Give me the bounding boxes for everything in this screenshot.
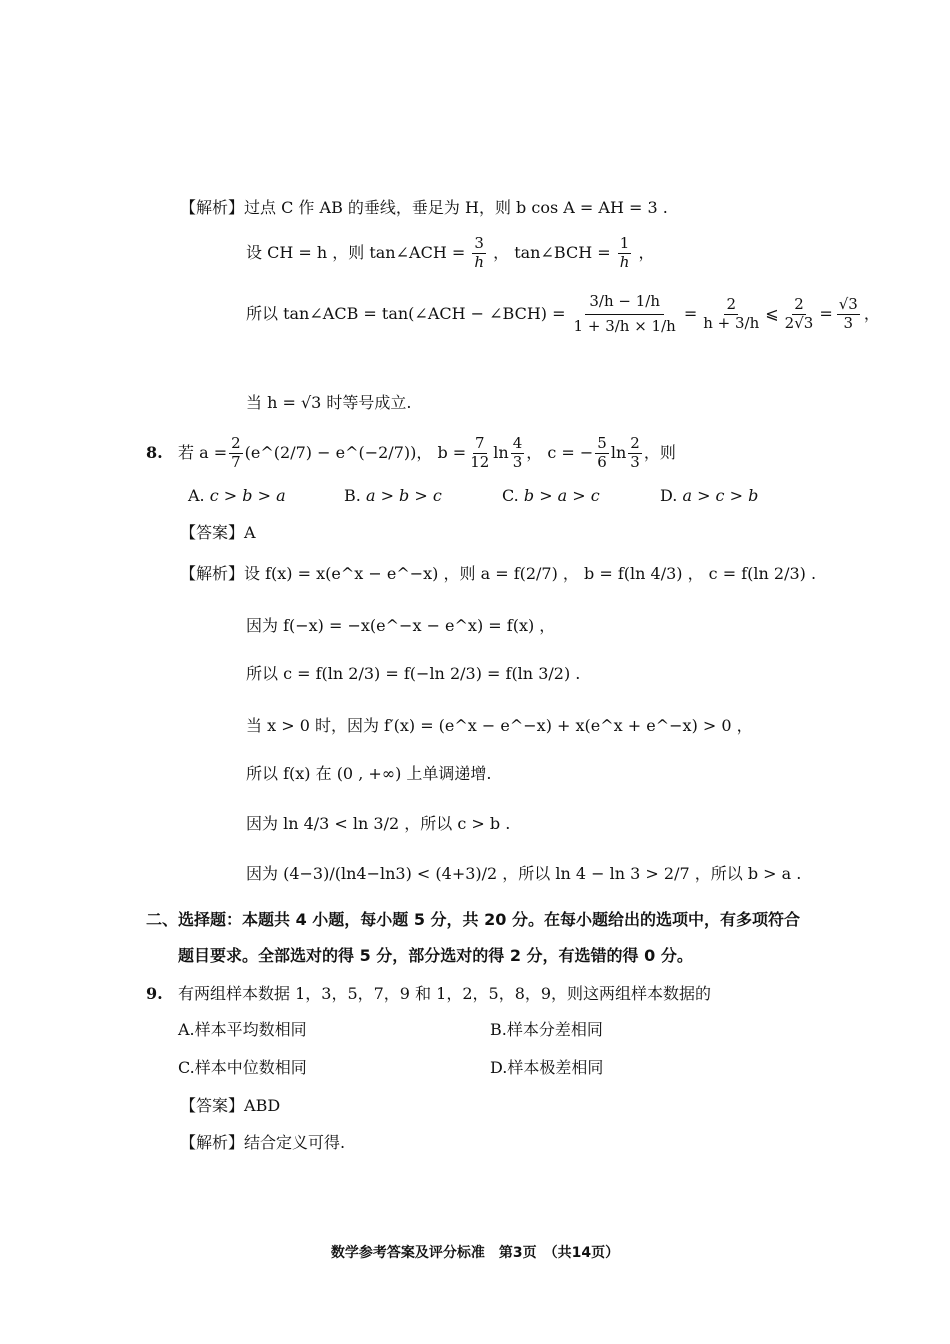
q8-analysis-1 — [180, 566, 816, 582]
q9-option-a — [178, 1022, 307, 1038]
q8-analysis-4: 当 x > 0 时，因为 f′(x) = (e^x − e^−x) + x(e^x + e^−x) > 0 ， — [246, 716, 753, 735]
q8-analysis-2: 因为 f(−x) = −x(e^−x − e^x) = f(x) ， — [246, 616, 556, 635]
frac-num: 2 — [726, 295, 737, 313]
option-text: 样本中位数相同 — [194, 1058, 307, 1077]
analysis-tag: 【解析】 — [180, 1133, 245, 1152]
frac-den: h — [474, 252, 485, 271]
frac-num: 2 — [231, 434, 241, 452]
q7-frac-2-over-sum — [701, 297, 761, 332]
page-footer: 数学参考答案及评分标准 第3页 （共14页） — [330, 1245, 620, 1261]
q7-line3-prefix: 所以 tan∠ACB = tan(∠ACH − ∠BCH) = — [246, 304, 566, 324]
q7-line3-end: ， — [863, 304, 880, 324]
frac-num: √3 — [838, 295, 858, 313]
q7-line2-end: ， — [638, 242, 655, 262]
option-label: A. — [178, 1020, 195, 1039]
frac-num: 7 — [474, 434, 485, 452]
q7-analysis-tag: 【解析】 — [180, 198, 245, 217]
option-label: B. — [344, 486, 361, 505]
q9-option-b — [490, 1022, 603, 1038]
q8-a-expr: (e^(2/7) − e^(−2/7)) — [244, 443, 417, 463]
q8-a-label: 若 a = — [178, 443, 228, 463]
frac-den: h + 3/h — [703, 313, 760, 332]
q8-analysis-3: 所以 c = f(ln 2/3) = f(−ln 2/3) = f(ln 3/2) . — [246, 664, 581, 683]
analysis-text: 设 f(x) = x(e^x − e^−x) ，则 a = f(2/7) ， b = f(ln 4/3) ， c = f(ln 2/3) . — [244, 564, 817, 583]
q8-option-c — [502, 488, 600, 504]
option-text: a > c > b — [682, 486, 759, 505]
q8-c-ln: ln — [610, 443, 627, 463]
option-label: C. — [502, 486, 519, 505]
frac-den: 12 — [470, 452, 490, 471]
frac-den: 2√3 — [784, 313, 814, 332]
q7-le: ⩽ — [765, 304, 779, 324]
q7-analysis-line2 — [246, 236, 655, 271]
analysis-text: 结合定义可得. — [244, 1133, 346, 1152]
q8-analysis-5: 所以 f(x) 在 (0 , +∞) 上单调递增. — [246, 764, 492, 783]
q9-analysis — [180, 1135, 345, 1151]
frac-num: 3/h − 1/h — [585, 292, 664, 315]
option-text: 样本极差相同 — [507, 1058, 604, 1077]
option-label: C. — [178, 1058, 195, 1077]
answer-value: ABD — [244, 1096, 281, 1115]
q8-stem-end: ，则 — [643, 443, 676, 463]
q8-b-ln: ln — [493, 443, 509, 463]
q9-option-c — [178, 1060, 307, 1076]
option-text: b > a > c — [523, 486, 600, 505]
q7-eq: = — [819, 304, 833, 324]
q8-answer — [180, 525, 256, 541]
analysis-tag: 【解析】 — [180, 564, 245, 583]
frac-den: 7 — [231, 452, 241, 471]
q7-analysis-line1 — [180, 200, 668, 216]
q9-option-d — [490, 1060, 603, 1076]
q7-analysis-line3 — [246, 292, 880, 337]
frac-den: 3 — [843, 313, 854, 332]
answer-tag: 【答案】 — [180, 1096, 245, 1115]
frac-den: 1 + 3/h × 1/h — [573, 316, 676, 335]
q9-answer — [180, 1098, 280, 1114]
frac-num: 1 — [619, 234, 630, 252]
q9-stem — [146, 986, 711, 1002]
q8-option-b — [344, 488, 442, 504]
q8-stem — [146, 436, 676, 471]
q7-analysis-text1: 过点 C 作 AB 的垂线，垂足为 H，则 b cos A = AH = 3 . — [244, 198, 668, 217]
option-label: D. — [490, 1058, 508, 1077]
q8-option-d — [660, 488, 758, 504]
option-label: B. — [490, 1020, 507, 1039]
q9-number: 9. — [146, 984, 163, 1003]
answer-tag: 【答案】 — [180, 523, 245, 542]
q7-analysis-line4: 当 h = √3 时等号成立. — [246, 393, 412, 412]
frac-den: 3 — [630, 452, 640, 471]
frac-num: 2 — [630, 434, 640, 452]
frac-num: 3 — [474, 234, 484, 252]
q7-line2-prefix: 设 CH = h ，则 tan∠ACH = — [246, 242, 466, 262]
frac-num: 5 — [597, 434, 607, 452]
q9-stem-text: 有两组样本数据 1，3，5，7，9 和 1，2，5，8，9，则这两组样本数据的 — [178, 984, 712, 1003]
section2-line2: 题目要求。全部选对的得 5 分，部分选对的得 2 分，有选错的得 0 分。 — [178, 946, 693, 965]
q7-frac-1-over-h — [618, 236, 632, 271]
q8-b-arg — [511, 436, 525, 471]
q7-frac-3-over-h — [472, 236, 486, 271]
frac-den: 3 — [512, 452, 523, 471]
q7-eq: = — [683, 304, 698, 324]
q8-c-arg — [628, 436, 642, 471]
answer-value: A — [244, 523, 256, 542]
frac-num: 2 — [794, 295, 804, 313]
option-text: a > b > c — [365, 486, 442, 505]
q8-analysis-7: 因为 (4−3)/(ln4−ln3) < (4+3)/2 ，所以 ln 4 − ln 3 > 2/7 ，所以 b > a . — [246, 864, 802, 883]
option-label: D. — [660, 486, 678, 505]
q7-frac-2-over-2root3 — [783, 297, 816, 332]
frac-num: 4 — [512, 434, 523, 452]
frac-den: 6 — [597, 452, 607, 471]
q7-line2-mid: ， tan∠BCH = — [493, 242, 611, 262]
q8-analysis-6: 因为 ln 4/3 < ln 3/2 ，所以 c > b . — [246, 814, 511, 833]
option-text: 样本平均数相同 — [194, 1020, 307, 1039]
q8-number: 8. — [146, 443, 163, 463]
q8-a-coef — [229, 436, 243, 471]
q8-c-label: ， c = − — [526, 443, 594, 463]
section2-line1: 二、选择题：本题共 4 小题，每小题 5 分，共 20 分。在每小题给出的选项中，有多项符合 — [146, 910, 800, 929]
option-text: 样本分差相同 — [506, 1020, 603, 1039]
q7-frac-root3-over-3 — [837, 297, 860, 332]
q7-big-fraction — [570, 292, 680, 337]
q8-b-coef — [468, 436, 491, 471]
q8-option-a — [188, 488, 286, 504]
q8-c-coef — [595, 436, 609, 471]
option-label: A. — [188, 486, 205, 505]
q8-b-label: ， b = — [416, 443, 467, 463]
option-text: c > b > a — [209, 486, 286, 505]
frac-den: h — [619, 252, 630, 271]
